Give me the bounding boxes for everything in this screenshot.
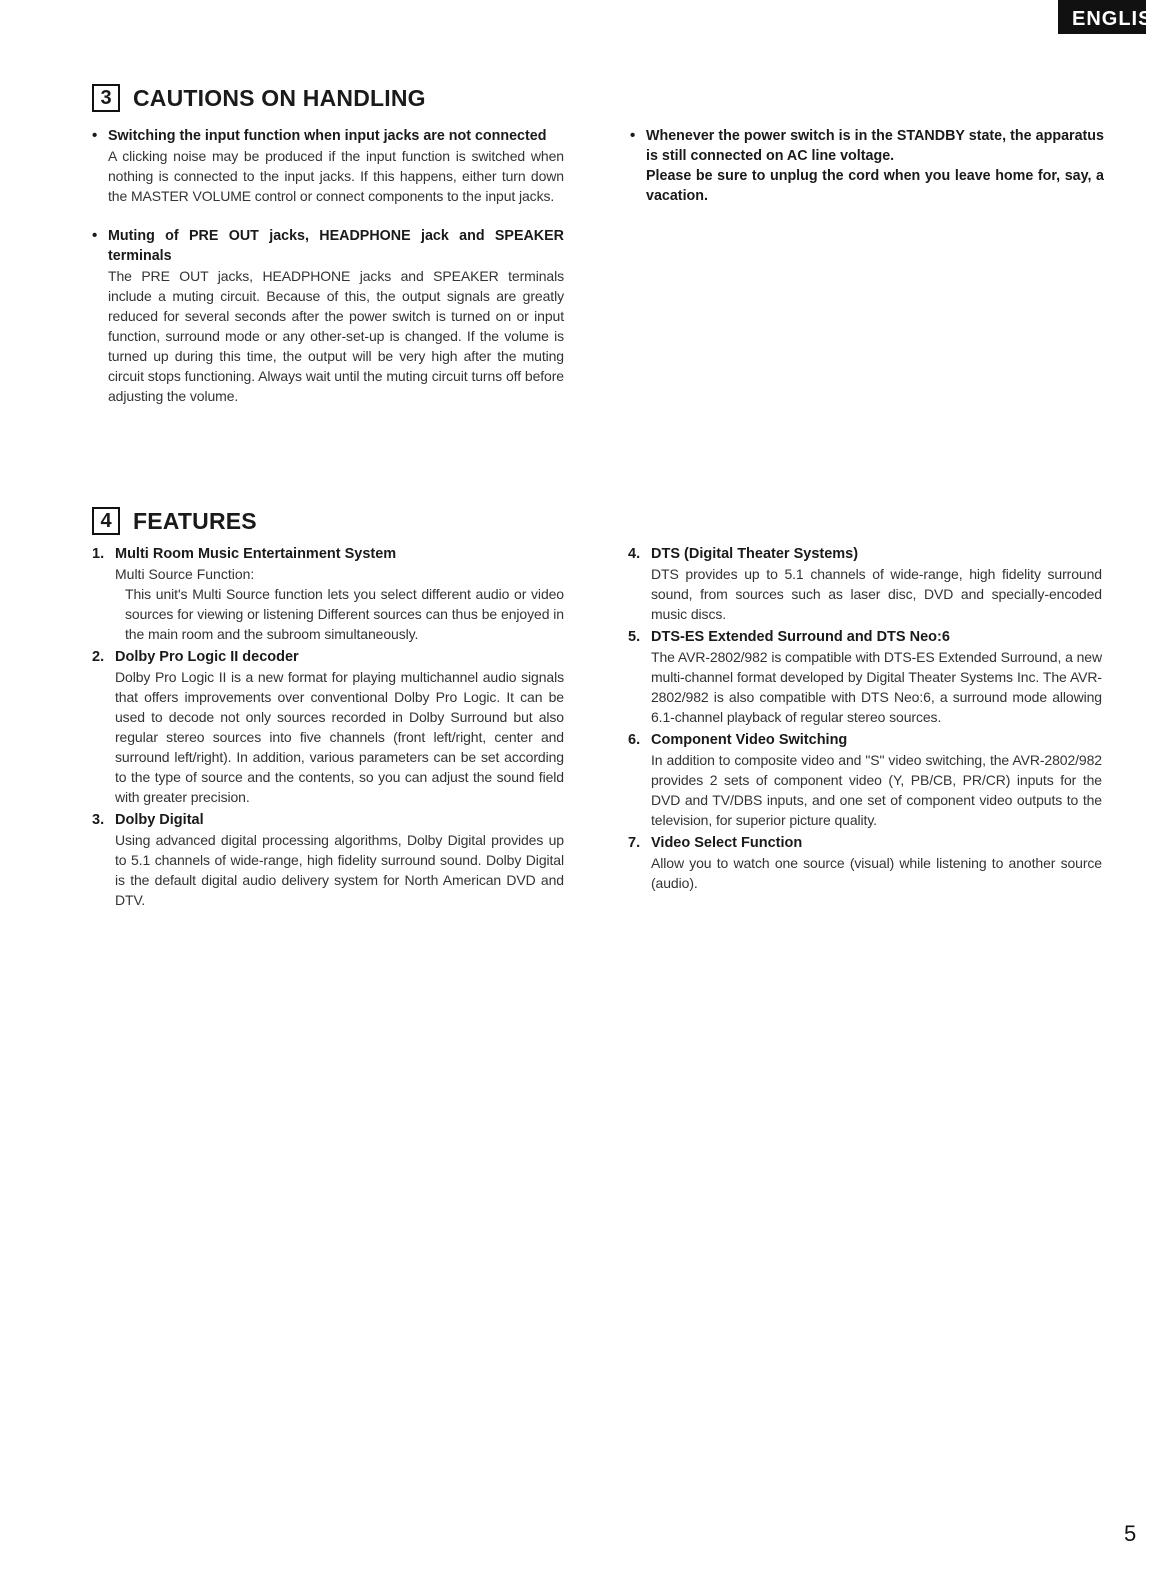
cautions-left-column xyxy=(92,126,564,426)
bullet-icon: • xyxy=(92,127,98,144)
cautions-heading xyxy=(92,84,426,112)
feature-item xyxy=(92,544,564,644)
section-title: CAUTIONS ON HANDLING xyxy=(133,84,426,111)
caution-item xyxy=(92,126,564,206)
features-left-column xyxy=(92,544,564,913)
feature-item xyxy=(628,544,1102,624)
section-number-box: 4 xyxy=(92,507,120,535)
feature-title: DTS-ES Extended Surround and DTS Neo:6 xyxy=(651,629,950,645)
caution-body: The PRE OUT jacks, HEADPHONE jacks and SPEAKER terminals include a muting circuit. Because of this, the output signals are greatly reduced for several seconds after the power switch is turned on or input function, surround mode or any other-set-up is changed. If the volume is turned up during this time, the output will be very high after the muting circuit stops functioning. Always wait until the muting circuit turns off before adjusting the volume. xyxy=(108,268,564,404)
page-number: 5 xyxy=(1124,1521,1137,1546)
caution-item xyxy=(92,226,564,406)
feature-title: Dolby Digital xyxy=(115,812,204,828)
feature-body: This unit's Multi Source function lets you select different audio or video sources for viewing or listening Different sources can thus be enjoyed in the main room and the subroom simultaneously. xyxy=(125,586,564,642)
section-title: FEATURES xyxy=(133,507,257,534)
caution-item xyxy=(630,126,1104,206)
language-tab: ENGLISH xyxy=(1058,0,1146,34)
features-right-column xyxy=(628,544,1102,896)
feature-title: Dolby Pro Logic II decoder xyxy=(115,649,299,665)
feature-number: 6. xyxy=(628,732,641,748)
feature-item xyxy=(92,647,564,807)
feature-number: 2. xyxy=(92,649,105,665)
feature-item xyxy=(628,730,1102,830)
bullet-icon: • xyxy=(630,127,636,144)
feature-body: DTS provides up to 5.1 channels of wide-range, high fidelity surround sound, from sources such as laser disc, DVD and specially-encoded music discs. xyxy=(651,566,1102,622)
caution-body: A clicking noise may be produced if the input function is switched when nothing is connected to the input jacks. If this happens, either turn down the MASTER VOLUME control or connect components to the input jacks. xyxy=(108,148,564,204)
feature-title: Video Select Function xyxy=(651,835,803,851)
feature-body: The AVR-2802/982 is compatible with DTS-ES Extended Surround, a new multi-channel format developed by Digital Theater Systems Inc. The AVR-2802/982 is also compatible with DTS Neo:6, a surround mode allowing 6.1-channel playback of regular stereo sources. xyxy=(651,649,1102,725)
feature-body: Allow you to watch one source (visual) while listening to another source (audio). xyxy=(651,855,1102,891)
feature-number: 5. xyxy=(628,629,641,645)
feature-number: 7. xyxy=(628,835,641,851)
caution-title: Switching the input function when input jacks are not connected xyxy=(108,128,547,144)
feature-title: Component Video Switching xyxy=(651,732,848,748)
caution-warning: Whenever the power switch is in the STANDBY state, the apparatus is still connected on AC line voltage. xyxy=(646,128,1104,164)
cautions-right-column xyxy=(630,126,1104,226)
feature-number: 3. xyxy=(92,812,105,828)
feature-item xyxy=(628,833,1102,893)
feature-title: DTS (Digital Theater Systems) xyxy=(651,546,859,562)
section-number-box: 3 xyxy=(92,84,120,112)
feature-number: 4. xyxy=(628,546,641,562)
features-heading xyxy=(92,507,257,535)
feature-body: Dolby Pro Logic II is a new format for playing multichannel audio signals that offers improvements over conventional Dolby Pro Logic. It can be used to decode not only sources recorded in Dolby Surround but also regular stereo sources into five channels (front left/right, center and surround left/right). In addition, various parameters can be set according to the type of source and the contents, so you can adjust the sound field with greater precision. xyxy=(115,669,564,805)
feature-item xyxy=(628,627,1102,727)
feature-body: Using advanced digital processing algorithms, Dolby Digital provides up to 5.1 channels of wide-range, high fidelity surround sound. Dolby Digital is the default digital audio delivery system for North American DVD and DTV. xyxy=(115,832,564,908)
bullet-icon: • xyxy=(92,227,98,244)
feature-body: In addition to composite video and "S" video switching, the AVR-2802/982 provides 2 sets of component video (Y, PB/CB, PR/CR) inputs for the DVD and TV/DBS inputs, and one set of component video outputs to the television, for superior picture quality. xyxy=(651,752,1102,828)
caution-warning: Please be sure to unplug the cord when you leave home for, say, a vacation. xyxy=(646,168,1104,204)
caution-title: Muting of PRE OUT jacks, HEADPHONE jack and SPEAKER terminals xyxy=(108,228,564,264)
feature-number: 1. xyxy=(92,546,105,562)
feature-subtitle: Multi Source Function: xyxy=(115,566,255,582)
feature-item xyxy=(92,810,564,910)
feature-title: Multi Room Music Entertainment System xyxy=(115,546,397,562)
